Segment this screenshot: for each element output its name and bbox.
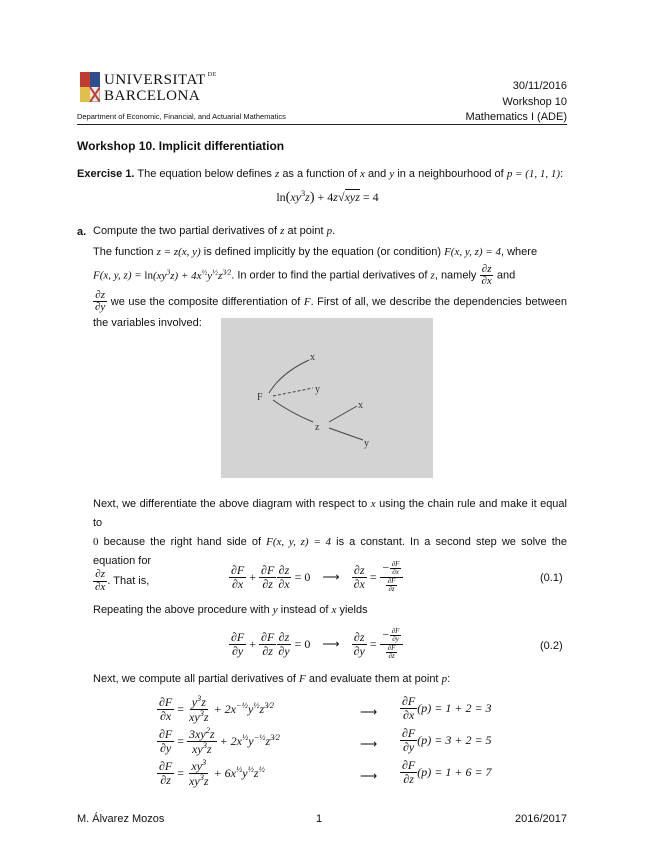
branch-f-x [269, 360, 309, 393]
footer-year: 2016/2017 [515, 813, 567, 825]
partial-fy-value: $\frac{\partial F}{\partial y}$ (p) = 3 + 2 = 5 [402, 726, 492, 754]
exercise-statement: Exercise 1. The equation below defines z as a function of x and y in a neighbourhood of p = (1, 1, 1): [77, 168, 564, 180]
footer-page-number: 1 [316, 813, 323, 825]
page-title: Workshop 10. Implicit differentiation [77, 139, 285, 153]
part-a-text: Compute the two partial derivatives of z at point p. The function z = z(x, y) is defined implicitly by the equation (or condition) F(x, y, z) = 4, where F(x, y, $z) = \ln(xy^3z) + 4x^{\frac{1}{2}}y^{\frac{1}{2}}z^{3⁄2}$. In order to find the partial derivatives of z, namely $\frac{\partial z}{\partial x}$ and $\frac{\partial z}{\partial y}$ we use the composite differentiation of F. First of all, we describe the dependencies between the variables involved: [93, 225, 567, 329]
diagram-label-f: F [257, 392, 263, 403]
equation-number-0-1: (0.1) [540, 572, 563, 584]
chain-rule-paragraph: Next, we differentiate the above diagram with respect to x using the chain rule and make it equal to 0 because the right hand side of F(x, y, z) = 4 is a constant. In a second step we solve the equation for $\frac{\partial z}{\partial x}$ . That is, [93, 498, 568, 593]
branch-f-z [273, 400, 313, 422]
repeat-sentence: Repeating the above procedure with y instead of x yields [93, 604, 368, 616]
equation-0-1: $\frac{\partial F}{\partial x}$ + $\frac{\partial F}{\partial z}$ $\frac{\partial z}{\partial x}$ = 0 ⟶ $\frac{\partial z}{\partial x}$ = − $\frac{\partial F}{\partial x}$ $\frac{\partial F}{\partial z}$ [229, 561, 403, 593]
dependency-diagram-photo [221, 318, 433, 478]
diagram-label-y2: y [364, 438, 369, 449]
equation-number-0-2: (0.2) [540, 640, 563, 652]
arrow-2: ⟶ [360, 737, 378, 751]
diagram-label-x2: x [358, 400, 363, 411]
header-rule [77, 124, 567, 125]
diagram-label-y1: y [315, 384, 320, 395]
equation-0-2: $\frac{\partial F}{\partial y}$ + $\frac{\partial F}{\partial z}$ $\frac{\partial z}{\partial y}$ = 0 ⟶ $\frac{\partial z}{\partial y}$ = − $\frac{\partial F}{\partial y}$ $\frac{\partial F}{\partial z}$ [229, 628, 403, 660]
diagram-label-x1: x [310, 352, 315, 363]
university-crest-icon [80, 72, 100, 102]
header-course: Mathematics I (ADE) [465, 111, 567, 123]
branch-z-y [329, 428, 363, 440]
department-name: Department of Economic, Financial, and Actuarial Mathematics [77, 112, 286, 121]
partial-fx-value: $\frac{\partial F}{\partial x}$ (p) = 1 + 2 = 3 [402, 694, 492, 722]
header-date: 30/11/2016 [512, 80, 567, 92]
university-name-line1: UNIVERSITAT $^{DE}$ [104, 72, 217, 88]
footer-author: M. Álvarez Mozos [77, 813, 165, 825]
partial-fy-row: $\frac{\partial F}{\partial y}$ = $\frac{3xy^2z}{xy^3z}$ + $2x^{\frac{1}{2}}y^{-\frac{1}{2}}z^{3⁄2}$ [159, 726, 280, 756]
diagram-label-z: z [315, 422, 320, 433]
arrow-3: ⟶ [360, 769, 378, 783]
partial-fz-value: $\frac{\partial F}{\partial z}$ (p) = 1 + 6 = 7 [402, 758, 492, 786]
branch-z-x [329, 406, 357, 422]
main-equation: $\ln(xy^3z) + 4z√xyz = 4$ [276, 189, 379, 205]
arrow-1: ⟶ [360, 705, 378, 719]
dependency-tree-sketch [221, 318, 433, 478]
university-name-line2: BARCELONA [104, 88, 201, 104]
compute-sentence: Next, we compute all partial derivatives of F and evaluate them at point p: [93, 673, 451, 685]
branch-f-y [273, 388, 313, 396]
partial-fx-row: $\frac{\partial F}{\partial x}$ = $\frac{y^3z}{xy^3z}$ + $2x^{-\frac{1}{2}}y^{\frac{1}{2}}z^{3⁄2}$ [159, 694, 274, 724]
partial-fz-row: $\frac{\partial F}{\partial z}$ = $\frac{xy^3}{xy^3z}$ + $6x^{\frac{1}{2}}y^{\frac{1}{2}}z^{\frac{1}{2}}$ [159, 758, 265, 788]
part-a-label: a. [77, 226, 87, 238]
header-workshop: Workshop 10 [502, 96, 567, 108]
